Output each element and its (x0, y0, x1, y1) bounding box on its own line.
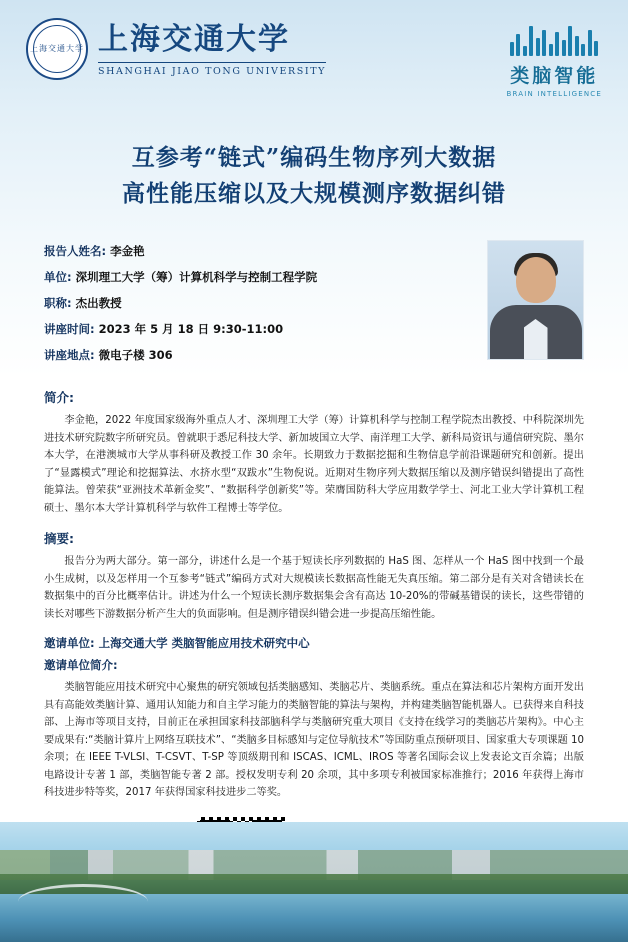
invite-unit-line: 邀请单位: 上海交通大学 类脑智能应用技术研究中心 (44, 636, 310, 650)
info-row (44, 342, 317, 368)
info-label: 报告人姓名: (44, 244, 107, 258)
info-label: 职称: (44, 296, 72, 310)
title-line-1: 互参考“链式”编码生物序列大数据 (131, 144, 497, 171)
info-row (44, 264, 317, 290)
abstract-text: 报告分为两大部分。第一部分，讲述什么是一个基于短读长序列数据的 HaS 图、怎样从一个 HaS 图中找到一个最小生成树，以及怎样用一个互参考“链式”编码方式对大规模读长数据高性能无失真压缩。第二部分是有关对含错读长在数据集中的百分比概率估计。讲述为什么一个短读长测序数据集会含有高达 10-20%的带碱基错误的读长，这些带错的读长对哪些下游数据分析产生大的负面影响。但是测序错误纠错会进一步提高压缩性能。 (44, 556, 584, 620)
info-row (44, 290, 317, 316)
brain-bars-icon (510, 22, 599, 56)
info-label: 讲座时间: (44, 322, 95, 336)
bio-text: 李金艳，2022 年度国家级海外重点人才、深圳理工大学（筹）计算机科学与控制工程学院杰出教授、中科院深圳先进技术研究院数字所研究员。曾就职于悉尼科技大学、新加坡国立大学、南洋理工大学、新科局资讯与通信研究院、墨尔本大学，在港澳城市大学从事科研及教授工作 30 余年。长期致力于数据挖掘和生物信息学前沿课题研究和创新。提出了“显露模式”理论和挖掘算法、水挤水型“双跋水”生物倪说。近期对生物序列大数据压缩以及测序错误纠错提出了高性能算法。曾荣获“亚洲技术革新金奖”、“数据科学创新奖”等。荣膺国防科大学应用数学学士、河北工业大学计算机工程硕士、墨尔本大学计算机科学与软件工程博士等学位。 (44, 415, 584, 514)
university-logo (26, 18, 326, 80)
campus-photo-footer (0, 822, 628, 942)
university-names (98, 22, 326, 77)
speaker-info-list (44, 238, 317, 368)
info-row (44, 316, 317, 342)
center-logo (506, 18, 602, 98)
info-value: 微电子楼 306 (98, 348, 173, 362)
brand-name-en: BRAIN INTELLIGENCE (506, 90, 602, 98)
info-row (44, 238, 317, 264)
university-name-en: SHANGHAI JIAO TONG UNIVERSITY (98, 62, 326, 77)
speaker-portrait (487, 240, 584, 360)
page-title (0, 140, 628, 212)
info-label: 单位: (44, 270, 72, 284)
university-name-cn: 上海交通大学 (98, 21, 290, 57)
brand-name-cn: 类脑智能 (510, 65, 599, 87)
poster-header (0, 0, 628, 118)
university-seal-icon (26, 18, 88, 80)
abstract-heading: 摘要: (44, 531, 74, 546)
info-label: 讲座地点: (44, 348, 95, 362)
seal-text: 上海交通大学 (30, 44, 84, 53)
poster-content (0, 388, 628, 802)
bio-heading: 简介: (44, 390, 74, 405)
title-line-2: 高性能压缩以及大规模测序数据纠错 (122, 180, 506, 207)
info-value: 李金艳 (110, 244, 145, 258)
info-value: 杰出教授 (75, 296, 122, 310)
speaker-info-block (0, 238, 628, 368)
invite-intro-text: 类脑智能应用技术研究中心聚焦的研究领域包括类脑感知、类脑芯片、类脑系统。重点在算法和芯片架构方面开发出具有高能效类脑计算、通用认知能力和自主学习能力的类脑智能的算法与架构，并构建类脑智能机器人。已获得来自科技部、上海市等项目支持，目前正在承担国家科技部脑科学与类脑研究重大项目《支持在线学习的类脑芯片架构》。中心主要成果有:“类脑计算片上网络互联技术”、“类脑多目标感知与定位导航技术”等国防重点预研项目、国家重大专项课题 10 余项；在 IEEE T-VLSI、T-CSVT、T-SP 等顶级期刊和 ISCAS、ICML、IROS 等著名国际会议上发表论文百余篇；出版电路设计专著 1 部，类脑智能专著 2 部。授权发明专利 20 余项，其中多项专利被国家标准推行；2016 年获得上海市科技进步特等奖，2017 年获得国家科技进步二等奖。 (44, 682, 584, 798)
invite-intro-heading: 邀请单位简介: (44, 658, 118, 672)
info-value: 2023 年 5 月 18 日 9:30-11:00 (98, 322, 284, 336)
info-value: 深圳理工大学（筹）计算机科学与控制工程学院 (75, 270, 318, 284)
